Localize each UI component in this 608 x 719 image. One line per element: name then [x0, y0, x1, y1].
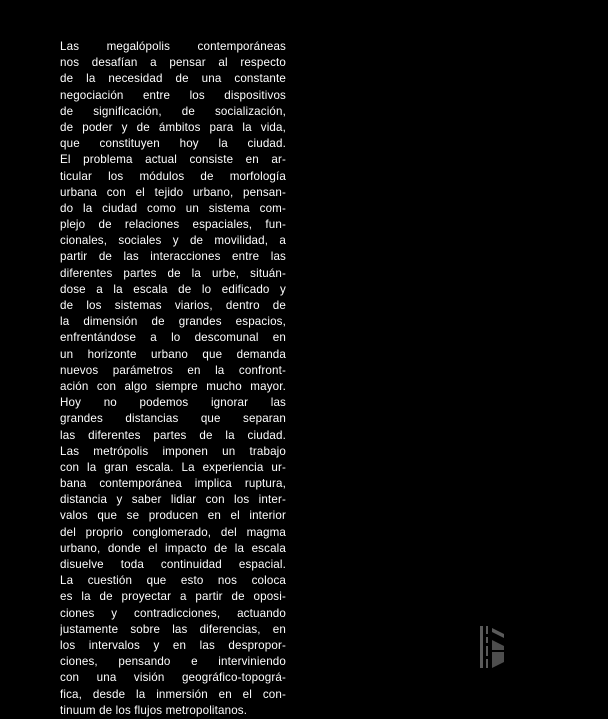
text-line: La cuestión que esto nos coloca — [60, 574, 286, 588]
text-line: valos que se producen en el interior — [60, 509, 286, 523]
text-line: los intervalos y en las despropor- — [60, 638, 286, 652]
text-line: de poder y de ámbitos para la vida, — [60, 120, 286, 134]
text-line: grandes distancias que separan — [60, 412, 286, 426]
text-line: fica, desde la inmersión en el con- — [60, 687, 286, 701]
body-text-column — [60, 39, 286, 719]
text-line: cionales, sociales y de movilidad, a — [60, 234, 286, 248]
text-line: nos desafían a pensar al respecto — [60, 56, 286, 70]
text-line: del proprio conglomerado, del magma — [60, 525, 286, 539]
text-line: es la de proyectar a partir de oposi- — [60, 590, 286, 604]
text-line: con una visión geográfico-topográ- — [60, 671, 286, 685]
text-line: con la gran escala. La experiencia ur- — [60, 460, 286, 474]
text-line: bana contemporánea implica ruptura, — [60, 477, 286, 491]
text-line: diferentes partes de la urbe, situán- — [60, 266, 286, 280]
text-line: justamente sobre las diferencias, en — [60, 622, 286, 636]
text-line: de los sistemas viarios, dentro de — [60, 299, 286, 312]
text-line: urbano, donde el impacto de la escala — [60, 541, 286, 555]
text-line: ación con algo siempre mucho mayor. — [60, 379, 286, 393]
text-line: plejo de relaciones espaciales, fun- — [60, 218, 286, 232]
text-line: urbana con el tejido urbano, pensan- — [60, 185, 286, 199]
text-line: de significación, de socialización, — [60, 104, 286, 118]
text-line: un horizonte urbano que demanda — [60, 347, 286, 361]
text-line: ciones, pensando e interviniendo — [60, 655, 286, 669]
text-line: negociación entre los dispositivos — [60, 88, 286, 102]
text-line: tinuum de los flujos metropolitanos. — [60, 703, 248, 717]
text-line: la dimensión de grandes espacios, — [60, 315, 286, 329]
text-line: distancia y saber lidiar con los inter- — [60, 493, 286, 507]
text-line: enfrentándose a lo descomunal en — [60, 331, 286, 345]
text-line: nuevos parámetros en la confront- — [60, 363, 286, 377]
text-line: de la necesidad de una constante — [60, 72, 286, 86]
text-line: Las megalópolis contemporáneas — [60, 40, 286, 53]
text-line: las diferentes partes de la ciudad. — [60, 428, 286, 442]
text-line: dose a la escala de lo edificado y — [60, 282, 286, 296]
text-line: que constituyen hoy la ciudad. — [60, 137, 286, 151]
text-line: do la ciudad como un sistema com- — [60, 201, 286, 215]
text-line: partir de las interacciones entre las — [60, 250, 286, 264]
text-line: Las metrópolis imponen un trabajo — [60, 444, 286, 458]
vertical-logo-mark-icon — [478, 622, 508, 672]
text-line: Hoy no podemos ignorar las — [60, 396, 286, 410]
text-line: ticular los módulos de morfología — [60, 169, 286, 183]
text-line: disuelve toda continuidad espacial. — [60, 558, 286, 571]
text-line: El problema actual consiste en ar- — [60, 153, 286, 167]
text-line: ciones y contradicciones, actuando — [60, 606, 286, 620]
